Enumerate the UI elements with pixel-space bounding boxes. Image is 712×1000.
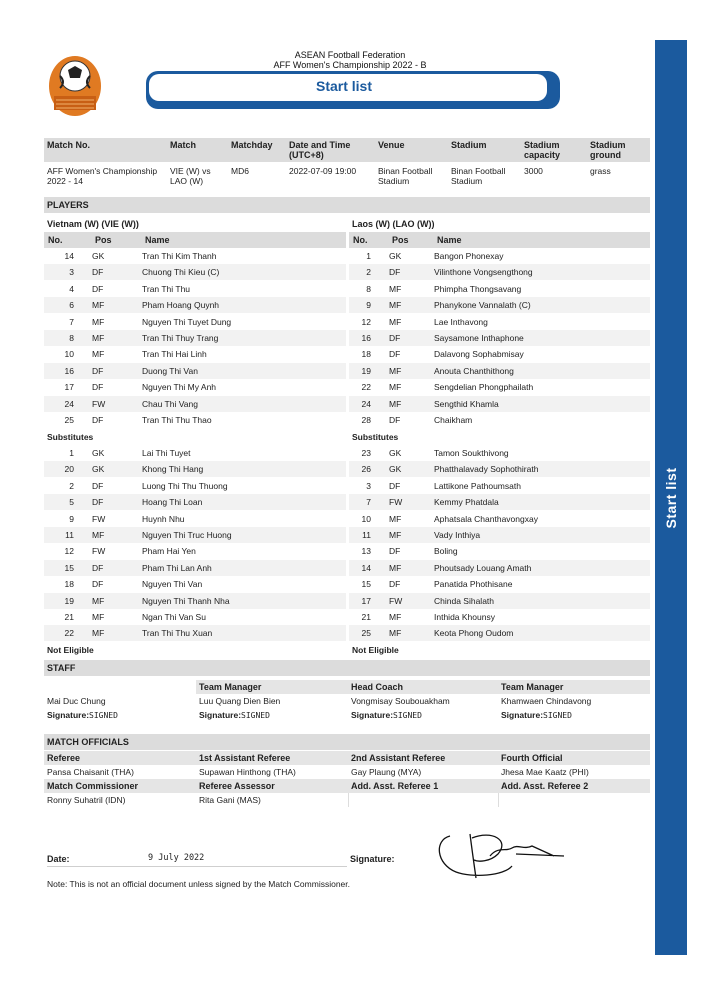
player-position: MF (389, 513, 402, 524)
player-number: 16 (64, 365, 74, 376)
stadium-header: Stadium (451, 140, 487, 150)
fourth-official-value: Jhesa Mae Kaatz (PHI) (501, 767, 589, 777)
players-section-header: PLAYERS (44, 197, 650, 213)
player-name: Aphatsala Chanthavongxay (434, 513, 538, 524)
player-number: 3 (69, 267, 74, 278)
player-name: Khong Thi Hang (142, 464, 204, 475)
player-position: DF (389, 349, 401, 360)
staff-signature-4 (498, 708, 650, 722)
ar2-value: Gay Plaung (MYA) (351, 767, 422, 777)
away-sub-row (349, 609, 650, 625)
player-number: 7 (69, 316, 74, 327)
home-sub-row (44, 478, 346, 494)
home-sub-row (44, 543, 346, 559)
player-number: 22 (361, 382, 371, 393)
player-name: Tran Thi Thu Thao (142, 415, 212, 425)
home-starter-row (44, 396, 346, 412)
home-subs-label: Substitutes (47, 432, 94, 442)
player-number: 17 (361, 595, 371, 606)
home-starter-row (44, 297, 346, 313)
header-titles (230, 50, 470, 70)
ground-value: grass (590, 166, 611, 176)
commissioner-signature (432, 826, 572, 886)
player-position: FW (389, 595, 403, 606)
player-position: DF (389, 267, 401, 278)
player-name: Vilinthone Vongsengthong (434, 267, 533, 278)
player-name: Tran Thi Hai Linh (142, 349, 207, 360)
home-sub-row (44, 593, 346, 609)
player-name: Chuong Thi Kieu (C) (142, 267, 220, 278)
player-position: GK (389, 251, 402, 261)
player-name: Sengthid Khamla (434, 398, 499, 409)
player-name: Lattikone Pathoumsath (434, 480, 521, 491)
player-name: Phatthalavady Sophothirath (434, 464, 539, 475)
player-name: Boling (434, 546, 458, 557)
player-number: 25 (64, 415, 74, 425)
player-number: 1 (69, 448, 74, 458)
player-position: DF (389, 546, 401, 557)
sig-label: Signature: (199, 710, 242, 720)
player-number: 8 (69, 333, 74, 343)
player-number: 15 (64, 562, 74, 573)
player-name: Chaikham (434, 415, 473, 425)
player-position: DF (92, 283, 104, 294)
ar1-header: 1st Assistant Referee (196, 751, 348, 765)
player-name: Lae Inthavong (434, 316, 488, 327)
match-no-header: Match No. (47, 140, 91, 150)
commissioner-header: Match Commissioner (44, 779, 196, 793)
home-sub-row (44, 560, 346, 576)
player-name: Inthida Khounsy (434, 612, 495, 622)
add-ar1-value (348, 793, 498, 807)
home-starter-row (44, 346, 346, 362)
player-position: DF (92, 497, 104, 508)
away-starter-row (349, 412, 650, 428)
player-position: GK (389, 448, 402, 458)
player-number: 19 (64, 595, 74, 606)
home-starter-row (44, 363, 346, 379)
player-number: 18 (361, 349, 371, 360)
player-number: 10 (361, 513, 371, 524)
player-position: MF (389, 283, 402, 294)
player-name: Nguyen Thi My Anh (142, 382, 217, 393)
away-starter-row (349, 314, 650, 330)
away-sub-row (349, 527, 650, 543)
player-name: Anouta Chanthithong (434, 365, 514, 376)
staff-name-2: Luu Quang Dien Bien (199, 696, 281, 706)
player-number: 4 (69, 283, 74, 294)
player-name: Tran Thi Kim Thanh (142, 251, 217, 261)
away-starter-row (349, 248, 650, 264)
player-name: Huynh Nhu (142, 513, 185, 524)
home-sub-row (44, 461, 346, 477)
player-name: Nguyen Thi Van (142, 579, 203, 590)
signature-label: Signature: (350, 854, 395, 864)
player-number: 3 (366, 480, 371, 491)
player-position: DF (389, 415, 401, 425)
match-value: VIE (W) vs LAO (W) (170, 166, 211, 186)
staff-name-3: Vongmisay Soubouakham (351, 696, 450, 706)
player-name: Luong Thi Thu Thuong (142, 480, 228, 491)
player-number: 2 (69, 480, 74, 491)
home-starter-row (44, 264, 346, 280)
player-number: 7 (366, 497, 371, 508)
player-position: GK (92, 464, 105, 475)
player-number: 19 (361, 365, 371, 376)
player-number: 14 (361, 562, 371, 573)
player-position: MF (389, 530, 402, 540)
away-not-eligible: Not Eligible (352, 645, 399, 655)
player-number: 12 (64, 546, 74, 557)
player-name: Nguyen Thi Truc Huong (142, 530, 232, 540)
org-name: ASEAN Football Federation (294, 50, 406, 60)
home-sub-row (44, 625, 346, 641)
aff-logo (46, 48, 104, 118)
assessor-value: Rita Gani (MAS) (199, 795, 261, 805)
player-position: MF (92, 628, 105, 639)
away-col-name: Name (437, 235, 462, 245)
staff-head-1 (44, 680, 196, 694)
player-name: Tamon Soukthivong (434, 448, 509, 458)
capacity-value: 3000 (524, 166, 543, 176)
player-number: 8 (366, 283, 371, 294)
away-sub-row (349, 461, 650, 477)
player-number: 9 (69, 513, 74, 524)
away-sub-row (349, 445, 650, 461)
home-columns-header (44, 232, 346, 248)
player-position: MF (389, 562, 402, 573)
away-starter-row (349, 379, 650, 395)
venue-value: Binan Football Stadium (378, 166, 433, 186)
match-no-value: AFF Women's Championship 2022 - 14 (47, 166, 158, 186)
player-number: 14 (64, 251, 74, 261)
player-name: Panatida Phothisane (434, 579, 513, 590)
home-sub-row (44, 609, 346, 625)
player-name: Nguyen Thi Tuyet Dung (142, 316, 232, 327)
player-name: Kemmy Phatdala (434, 497, 499, 508)
away-starter-row (349, 396, 650, 412)
away-sub-row (349, 593, 650, 609)
competition-name: AFF Women's Championship 2022 - B (273, 60, 427, 70)
home-starter-row (44, 248, 346, 264)
player-name: Lai Thi Tuyet (142, 448, 191, 458)
staff-name-4: Khamwaen Chindavong (501, 696, 592, 706)
player-number: 16 (361, 333, 371, 343)
staff-signature-2 (196, 708, 348, 722)
player-position: MF (92, 300, 105, 311)
player-name: Sengdelian Phongphailath (434, 382, 534, 393)
player-name: Bangon Phonexay (434, 251, 504, 261)
staff-signature-1 (44, 708, 196, 722)
player-number: 10 (64, 349, 74, 360)
player-number: 1 (366, 251, 371, 261)
player-name: Dalavong Sophabmisay (434, 349, 524, 360)
away-team-name: Laos (W) (LAO (W)) (352, 219, 435, 229)
home-starter-row (44, 379, 346, 395)
player-position: DF (389, 480, 401, 491)
away-starter-row (349, 264, 650, 280)
player-position: MF (389, 300, 402, 311)
player-number: 5 (69, 497, 74, 508)
away-starter-row (349, 346, 650, 362)
player-position: DF (92, 579, 104, 590)
away-sub-row (349, 478, 650, 494)
capacity-header: Stadium capacity (524, 140, 561, 160)
player-number: 24 (361, 398, 371, 409)
player-number: 25 (361, 628, 371, 639)
referee-header: Referee (44, 751, 196, 765)
away-sub-row (349, 560, 650, 576)
matchday-header: Matchday (231, 140, 273, 150)
venue-header: Venue (378, 140, 405, 150)
player-position: FW (92, 513, 106, 524)
away-columns-header (349, 232, 650, 248)
player-name: Tran Thi Thu Xuan (142, 628, 213, 639)
player-position: MF (389, 365, 402, 376)
player-name: Nguyen Thi Thanh Nha (142, 595, 230, 606)
datetime-header: Date and Time (UTC+8) (289, 140, 351, 160)
stadium-value: Binan Football Stadium (451, 166, 506, 186)
date-value: 9 July 2022 (148, 853, 205, 863)
ground-header: Stadium ground (590, 140, 626, 160)
player-position: DF (92, 382, 104, 393)
player-name: Pham Hoang Quynh (142, 300, 220, 311)
away-sub-row (349, 625, 650, 641)
player-position: GK (389, 464, 402, 475)
player-position: MF (92, 333, 105, 343)
home-sub-row (44, 511, 346, 527)
player-name: Ngan Thi Van Su (142, 612, 206, 622)
player-name: Phanykone Vannalath (C) (434, 300, 531, 311)
player-name: Pham Hai Yen (142, 546, 196, 557)
player-position: MF (389, 398, 402, 409)
commissioner-value: Ronny Suhatril (IDN) (47, 795, 126, 805)
player-number: 2 (366, 267, 371, 278)
away-sub-row (349, 511, 650, 527)
player-name: Duong Thi Van (142, 365, 198, 376)
player-number: 12 (361, 316, 371, 327)
away-subs-label: Substitutes (352, 432, 399, 442)
player-position: GK (92, 251, 105, 261)
player-position: MF (389, 382, 402, 393)
staff-head-2: Team Manager (196, 680, 348, 694)
player-position: MF (389, 628, 402, 639)
player-number: 22 (64, 628, 74, 639)
staff-head-4: Team Manager (498, 680, 650, 694)
player-name: Tran Thi Thu (142, 283, 191, 294)
player-position: MF (389, 316, 402, 327)
home-starter-row (44, 314, 346, 330)
player-number: 20 (64, 464, 74, 475)
home-col-no: No. (48, 235, 63, 245)
away-starter-row (349, 281, 650, 297)
staff-name-1: Mai Duc Chung (47, 696, 106, 706)
page-title: Start list (315, 78, 372, 94)
player-position: FW (92, 398, 106, 409)
match-header: Match (170, 140, 197, 150)
away-starter-row (349, 363, 650, 379)
player-number: 6 (69, 300, 74, 311)
away-col-no: No. (353, 235, 368, 245)
player-position: MF (389, 612, 402, 622)
add-ar2-header: Add. Asst. Referee 2 (498, 779, 650, 793)
sig-label: Signature: (351, 710, 394, 720)
officials-table (44, 751, 650, 807)
player-position: DF (92, 365, 104, 376)
player-position: MF (92, 349, 105, 360)
sig-label: Signature: (501, 710, 544, 720)
player-number: 11 (362, 530, 371, 540)
staff-table (44, 680, 650, 722)
matchday-value: MD6 (231, 166, 249, 176)
player-name: Keota Phong Oudom (434, 628, 514, 639)
player-number: 13 (361, 546, 371, 557)
home-team-name: Vietnam (W) (VIE (W)) (47, 219, 139, 229)
assessor-header: Referee Assessor (196, 779, 348, 793)
player-name: Chau Thi Vang (142, 398, 198, 409)
player-number: 28 (361, 415, 371, 425)
footer-note: Note: This is not an official document unless signed by the Match Commissioner. (47, 879, 351, 889)
player-number: 24 (64, 398, 74, 409)
player-position: DF (92, 415, 104, 425)
player-position: DF (389, 579, 401, 590)
player-number: 15 (361, 579, 371, 590)
player-number: 9 (366, 300, 371, 311)
home-col-pos: Pos (95, 235, 112, 245)
player-number: 18 (64, 579, 74, 590)
player-number: 23 (361, 448, 371, 458)
home-starter-row (44, 412, 346, 428)
player-name: Pham Thi Lan Anh (142, 562, 212, 573)
away-sub-row (349, 576, 650, 592)
player-position: DF (92, 267, 104, 278)
player-position: FW (389, 497, 403, 508)
player-position: DF (92, 480, 104, 491)
staff-signature-3 (348, 708, 498, 722)
match-info-table (44, 138, 650, 192)
staff-head-3: Head Coach (348, 680, 498, 694)
fourth-official-header: Fourth Official (498, 751, 650, 765)
side-banner-title: Start list (663, 467, 679, 529)
sig-value: SIGNED (393, 711, 422, 720)
datetime-value: 2022-07-09 19:00 (289, 166, 357, 176)
referee-value: Pansa Chaisanit (THA) (47, 767, 134, 777)
home-sub-row (44, 576, 346, 592)
home-sub-row (44, 445, 346, 461)
player-position: DF (389, 333, 401, 343)
player-position: MF (92, 612, 105, 622)
sig-value: SIGNED (89, 711, 118, 720)
home-sub-row (44, 527, 346, 543)
player-name: Phoutsady Louang Amath (434, 562, 532, 573)
player-position: GK (92, 448, 105, 458)
date-label: Date: (47, 854, 70, 864)
away-sub-row (349, 494, 650, 510)
player-number: 11 (65, 530, 74, 540)
home-not-eligible: Not Eligible (47, 645, 94, 655)
player-position: MF (92, 530, 105, 540)
home-starter-row (44, 330, 346, 346)
player-name: Tran Thi Thuy Trang (142, 333, 219, 343)
player-position: FW (92, 546, 106, 557)
away-starter-row (349, 330, 650, 346)
player-name: Phimpha Thongsavang (434, 283, 522, 294)
sig-value: SIGNED (241, 711, 270, 720)
home-col-name: Name (145, 235, 170, 245)
away-starter-row (349, 297, 650, 313)
add-ar2-value (498, 793, 650, 807)
player-number: 21 (361, 612, 371, 622)
player-number: 21 (64, 612, 74, 622)
date-underline (47, 866, 347, 867)
away-col-pos: Pos (392, 235, 409, 245)
sig-value: SIGNED (543, 711, 572, 720)
player-number: 17 (64, 382, 74, 393)
ar2-header: 2nd Assistant Referee (348, 751, 498, 765)
player-position: MF (92, 316, 105, 327)
home-sub-row (44, 494, 346, 510)
add-ar1-header: Add. Asst. Referee 1 (348, 779, 498, 793)
away-sub-row (349, 543, 650, 559)
player-name: Chinda Sihalath (434, 595, 495, 606)
player-name: Saysamone Inthaphone (434, 333, 524, 343)
ar1-value: Supawan Hinthong (THA) (199, 767, 296, 777)
player-name: Vady Inthiya (434, 530, 481, 540)
sig-label: Signature: (47, 710, 90, 720)
player-position: MF (92, 595, 105, 606)
player-position: DF (92, 562, 104, 573)
home-starter-row (44, 281, 346, 297)
officials-section-header: MATCH OFFICIALS (44, 734, 650, 750)
player-name: Hoang Thi Loan (142, 497, 203, 508)
staff-section-header: STAFF (44, 660, 650, 676)
player-number: 26 (361, 464, 371, 475)
